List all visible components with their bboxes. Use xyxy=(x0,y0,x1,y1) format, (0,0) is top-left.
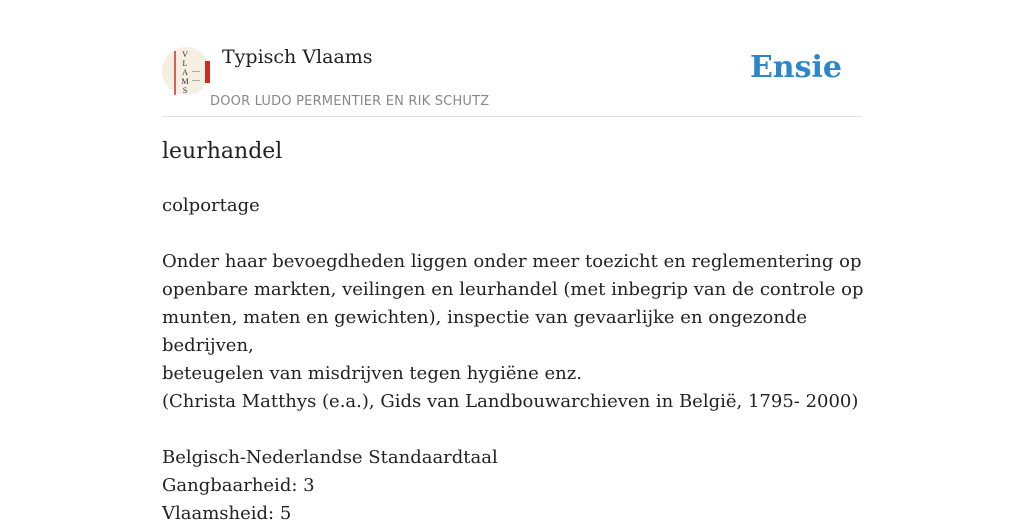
book-cover-detail xyxy=(192,71,200,81)
book-cover-spine xyxy=(174,51,176,95)
book-authors: DOOR LUDO PERMENTIER EN RIK SCHUTZ xyxy=(210,94,490,109)
book-title[interactable]: Typisch Vlaams xyxy=(222,46,373,68)
example-line-3: munten, maten en gewichten), inspectie van gevaarlijke en ongezonde bedrijven, xyxy=(162,307,807,356)
header xyxy=(162,44,862,117)
example-source: (Christa Matthys (e.a.), Gids van Landbouwarchieven in België, 1795- 2000) xyxy=(162,391,859,412)
entry-body xyxy=(162,192,872,528)
entry-vlaamsheid: Vlaamsheid: 5 xyxy=(162,503,292,524)
brand-logo-link[interactable]: Ensie xyxy=(749,50,842,85)
book-cover-avatar[interactable] xyxy=(162,47,210,95)
entry-gangbaarheid: Gangbaarheid: 3 xyxy=(162,475,315,496)
example-line-1: Onder haar bevoegdheden liggen onder meer toezicht en reglementering op xyxy=(162,251,862,272)
book-cover-icon: V L A M S xyxy=(181,50,189,95)
spacer xyxy=(162,220,872,248)
example-line-2: openbare markten, veilingen en leurhandel (met inbegrip van de controle op xyxy=(162,279,864,300)
entry-register: Belgisch-Nederlandse Standaardtaal xyxy=(162,447,498,468)
spacer xyxy=(162,416,872,444)
book-cover-edge xyxy=(205,61,210,83)
entry-definition: colportage xyxy=(162,195,260,216)
entry-term: leurhandel xyxy=(162,139,283,164)
example-line-4: beteugelen van misdrijven tegen hygiëne enz. xyxy=(162,363,582,384)
